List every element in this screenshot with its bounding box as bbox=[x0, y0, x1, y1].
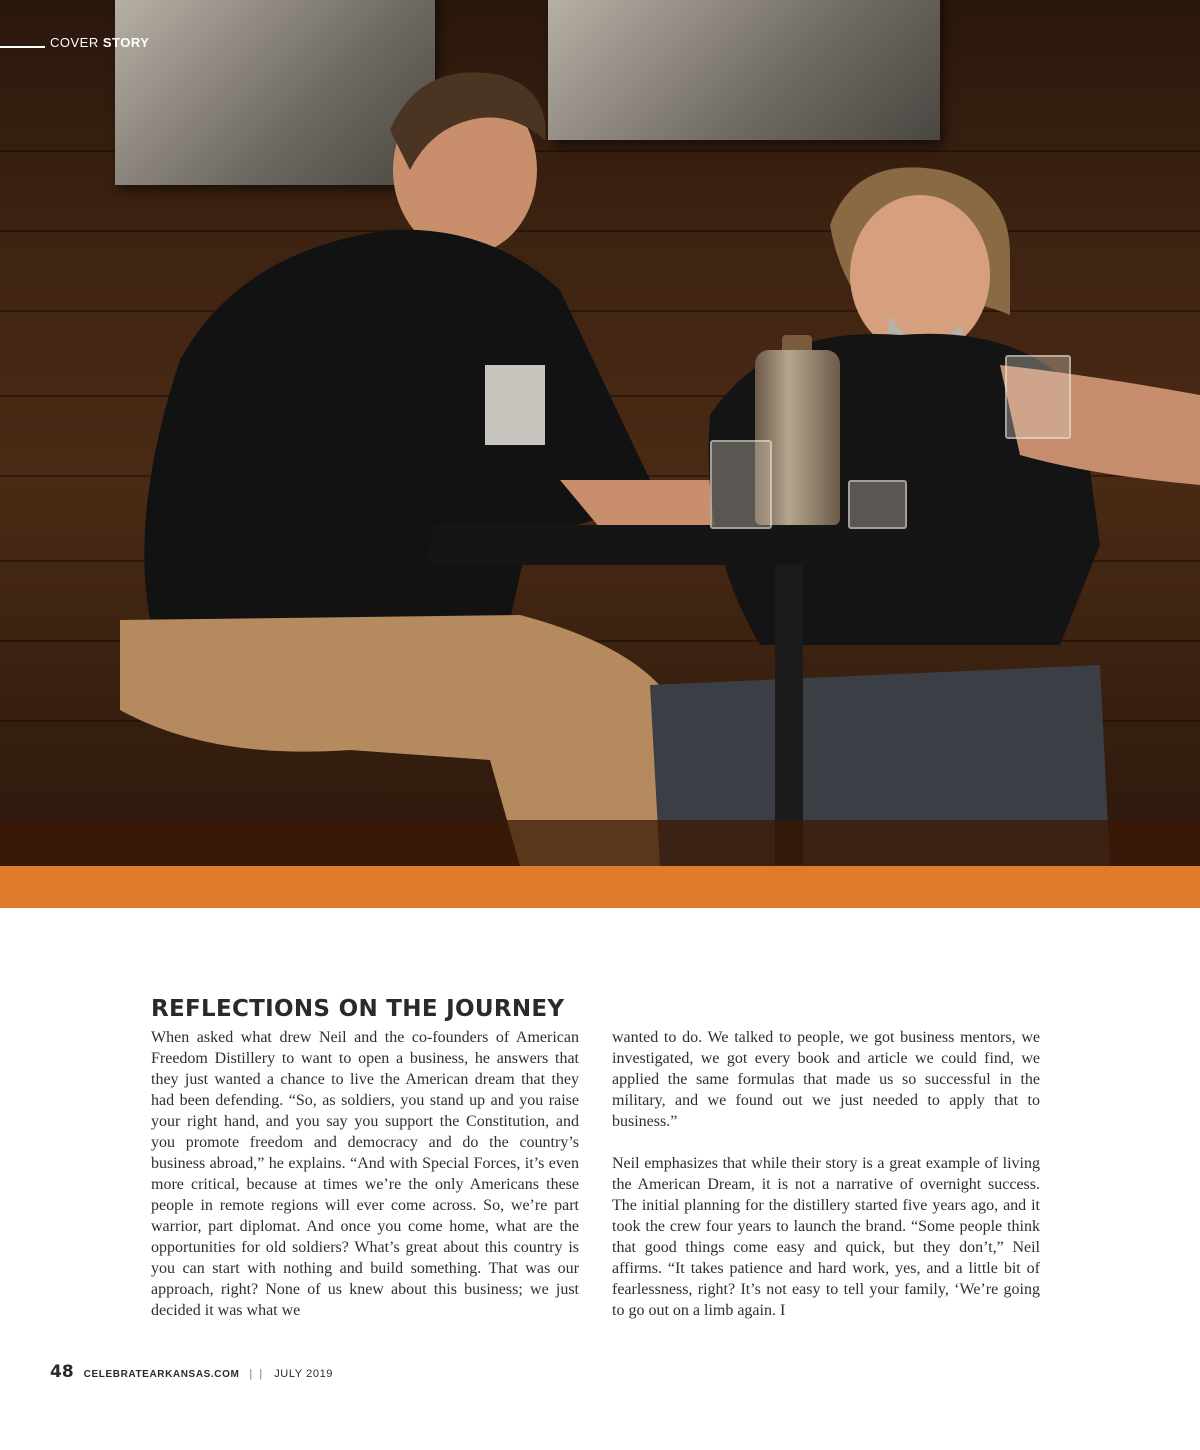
article-headline: REFLECTIONS ON THE JOURNEY bbox=[151, 996, 565, 1022]
page-footer bbox=[50, 1362, 333, 1382]
bar-table bbox=[427, 525, 1093, 565]
man-in-black-polo-left bbox=[90, 60, 710, 866]
section-label-light: COVER bbox=[50, 35, 99, 50]
footer-separator: | | bbox=[249, 1368, 265, 1380]
footer-website: CELEBRATEARKANSAS.COM bbox=[83, 1369, 240, 1380]
footer-issue-date: JULY 2019 bbox=[274, 1368, 334, 1380]
article-column-right bbox=[612, 1027, 1040, 1342]
header-rule bbox=[0, 46, 45, 48]
article-paragraph: Neil emphasizes that while their story is a great example of living the American Dream, it is not a narrative of overnight success. The initial planning for the distillery started five years ago, and it took the crew four years to launch the brand. “Some people think that good things come easy and quick, but they don’t,” Neil affirms. “It takes patience and hard work, yes, and a little bit of fearlessness, right? It’s not easy to tell your family, ‘We’re going to go out on a limb again. I bbox=[612, 1155, 1040, 1319]
whiskey-glass bbox=[848, 480, 907, 529]
photo-bottom-shade bbox=[0, 820, 1200, 866]
section-label-bold: STORY bbox=[102, 35, 150, 50]
section-label bbox=[50, 35, 149, 50]
article-paragraph: When asked what drew Neil and the co-founders of American Freedom Distillery to want to open a business, he answers that they just wanted a chance to live the American dream that they had been defending. “So, as soldiers, you stand up and you raise your right hand, and you say you support the Constitution, and you promote freedom and democracy and do the country’s business abroad,” he explains. “And with Special Forces, it’s even more critical, because at times we’re the only Americans these people in remote regions will ever come across. So, we’re part warrior, part diplomat. And once you come home, what are the opportunities for old soldiers? What’s great about this country is you can start with nothing and build something. That was our approach, right? None of us knew about this business; we just decided it was what we bbox=[151, 1029, 579, 1319]
accent-band bbox=[0, 866, 1200, 908]
article-column-left bbox=[151, 1027, 579, 1342]
whiskey-glass bbox=[710, 440, 772, 529]
whiskey-glass bbox=[1005, 355, 1071, 439]
page-number: 48 bbox=[50, 1362, 74, 1382]
article-paragraph: wanted to do. We talked to people, we got business mentors, we investigated, we got every book and article we could find, we applied the same formulas that made us so successful in the military, and we found out we just needed to apply that to business.” bbox=[612, 1029, 1040, 1130]
